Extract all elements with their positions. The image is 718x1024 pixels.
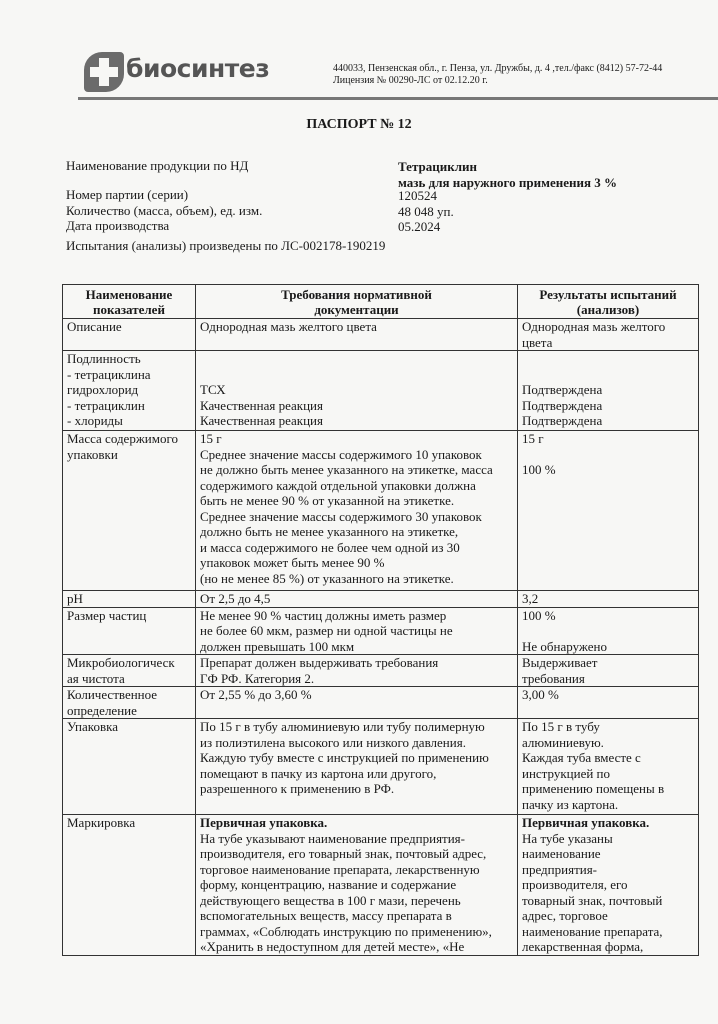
result-cell	[518, 431, 699, 591]
indicator-cell-text: Упаковка	[67, 719, 118, 734]
requirement-cell-text: Препарат должен выдерживать требования ГФ РФ. Категория 2.	[200, 655, 439, 686]
indicator-cell	[63, 719, 196, 815]
table-row	[63, 815, 699, 956]
product-form: мазь для наружного применения 3 %	[398, 175, 618, 190]
table-row	[63, 319, 699, 351]
result-cell	[518, 719, 699, 815]
result-cell-heading: Первичная упаковка.	[522, 815, 650, 830]
requirement-cell-text: ТСХ Качественная реакция Качественная реакция	[200, 382, 323, 428]
indicator-cell-text: Масса содержимого упаковки	[67, 431, 179, 462]
tests-standard: Испытания (анализы) произведены по ЛС-002178-190219	[66, 238, 386, 253]
requirement-cell	[196, 591, 518, 608]
table-row	[63, 687, 699, 719]
result-cell-text: 3,00 %	[522, 687, 559, 702]
requirement-cell	[196, 351, 518, 431]
requirement-cell-text: На тубе указывают наименование предприятия- производителя, его товарный знак, почтовый адрес, торговое наименование препарата, лекарственную форму, концентрацию, название и содержание действующего вещества в 100 г мази, перечень вспомогательных веществ, массу препарата в граммах, «Соблюдать инструкцию по применению», «Хранить в недоступном для детей месте», «Не	[200, 830, 492, 954]
indicator-cell	[63, 687, 196, 719]
result-cell	[518, 607, 699, 655]
indicator-cell-text: Маркировка	[67, 815, 136, 830]
requirement-cell-text: По 15 г в тубу алюминиевую или тубу полимерную из полиэтилена высокого или низкого давления. Каждую тубу вместе с инструкцией по применению помещают в пачку из картона или другого, разрешенного к применению в РФ.	[200, 719, 489, 796]
result-cell-text: Выдерживает требования	[522, 655, 598, 686]
company-logo	[80, 50, 270, 94]
test-results-table	[62, 284, 699, 956]
column-header-requirements: Требования нормативной документации	[196, 285, 518, 319]
indicator-cell	[63, 431, 196, 591]
indicator-cell	[63, 655, 196, 687]
indicator-cell	[63, 351, 196, 431]
column-header-indicator: Наименование показателей	[63, 285, 196, 319]
indicator-cell-text: Размер частиц	[67, 607, 147, 623]
table-row	[63, 431, 699, 591]
company-address: 440033, Пензенская обл., г. Пенза, ул. Дружбы, д. 4 ,тел./факс (8412) 57-72-44	[333, 63, 663, 74]
table-row	[63, 351, 699, 431]
indicator-cell	[63, 607, 196, 655]
result-cell	[518, 351, 699, 431]
result-cell	[518, 591, 699, 608]
table-row	[63, 591, 699, 608]
header-divider	[78, 97, 718, 100]
requirement-cell-text: От 2,55 % до 3,60 %	[200, 687, 312, 702]
date-label: Дата производства	[66, 218, 170, 233]
product-label: Наименование продукции по НД	[66, 158, 249, 173]
requirement-cell	[196, 719, 518, 815]
requirement-cell	[196, 607, 518, 655]
indicator-cell	[63, 815, 196, 956]
date-value: 05.2024	[398, 219, 441, 234]
result-cell-text: На тубе указаны наименование предприятия- производителя, его товарный знак, почтовый адрес, торговое наименование препарата, лекарственная форма,	[522, 830, 663, 954]
batch-label: Номер партии (серии)	[66, 187, 189, 202]
indicator-cell-text: Подлинность - тетрациклина гидрохлорид - тетрациклин - хлориды	[67, 351, 151, 428]
column-header-results: Результаты испытаний (анализов)	[518, 285, 699, 319]
requirement-cell	[196, 655, 518, 687]
requirement-cell	[196, 319, 518, 351]
indicator-cell-text: Микробиологическ ая чистота	[67, 655, 175, 686]
indicator-cell-text: Описание	[67, 319, 122, 334]
result-cell-text: 15 г 100 %	[522, 431, 556, 477]
requirement-cell-text: От 2,5 до 4,5	[200, 591, 271, 606]
result-cell-text: Подтверждена Подтверждена Подтверждена	[522, 382, 603, 428]
quantity-label: Количество (масса, объем), ед. изм.	[66, 203, 263, 218]
cross-icon	[84, 52, 124, 92]
requirement-cell	[196, 815, 518, 956]
product-name: Тетрациклин	[398, 159, 477, 174]
requirement-cell-text: Не менее 90 % частиц должны иметь размер не более 60 мкм, размер ни одной частицы не должен превышать 100 мкм	[200, 607, 453, 654]
result-cell-text: 3,2	[522, 591, 539, 606]
document-title: ПАСПОРТ № 12	[306, 117, 412, 132]
quantity-value: 48 048 уп.	[398, 204, 454, 219]
result-cell	[518, 319, 699, 351]
result-cell-text: Однородная мазь желтого цвета	[522, 319, 666, 350]
result-cell	[518, 815, 699, 956]
indicator-cell	[63, 319, 196, 351]
table-row	[63, 607, 699, 655]
indicator-cell-text: Количественное определение	[67, 687, 158, 718]
requirement-cell-text: Однородная мазь желтого цвета	[200, 319, 377, 334]
result-cell-text: 100 % Не обнаружено	[522, 607, 607, 654]
company-license: Лицензия № 00290-ЛС от 02.12.20 г.	[333, 75, 488, 86]
requirement-cell-heading: Первичная упаковка.	[200, 815, 328, 830]
indicator-cell	[63, 591, 196, 608]
batch-value: 120524	[398, 188, 437, 203]
logo-text: биосинтез	[126, 54, 270, 83]
result-cell	[518, 687, 699, 719]
requirement-cell	[196, 431, 518, 591]
table-header-row	[63, 285, 699, 319]
result-cell-text: По 15 г в тубу алюминиевую. Каждая туба вместе с инструкцией по применению помещены в пачку из картона.	[522, 719, 665, 812]
table-row	[63, 655, 699, 687]
table-row	[63, 719, 699, 815]
indicator-cell-text: pH	[67, 591, 83, 606]
company-address-block	[333, 63, 662, 87]
result-cell	[518, 655, 699, 687]
requirement-cell-text: 15 г Среднее значение массы содержимого 10 упаковок не должно быть менее указанного на этикетке, масса содержимого каждой отдельной упаковки должна быть не менее 90 % от указанной на этикетке. Среднее значение массы содержимого 30 упаковок должно быть не менее указанного на этикетке, и масса содержимого не более чем одной из 30 упаковок может быть менее 90 % (но не менее 85 %) от указанного на этикетке.	[200, 431, 493, 586]
requirement-cell	[196, 687, 518, 719]
